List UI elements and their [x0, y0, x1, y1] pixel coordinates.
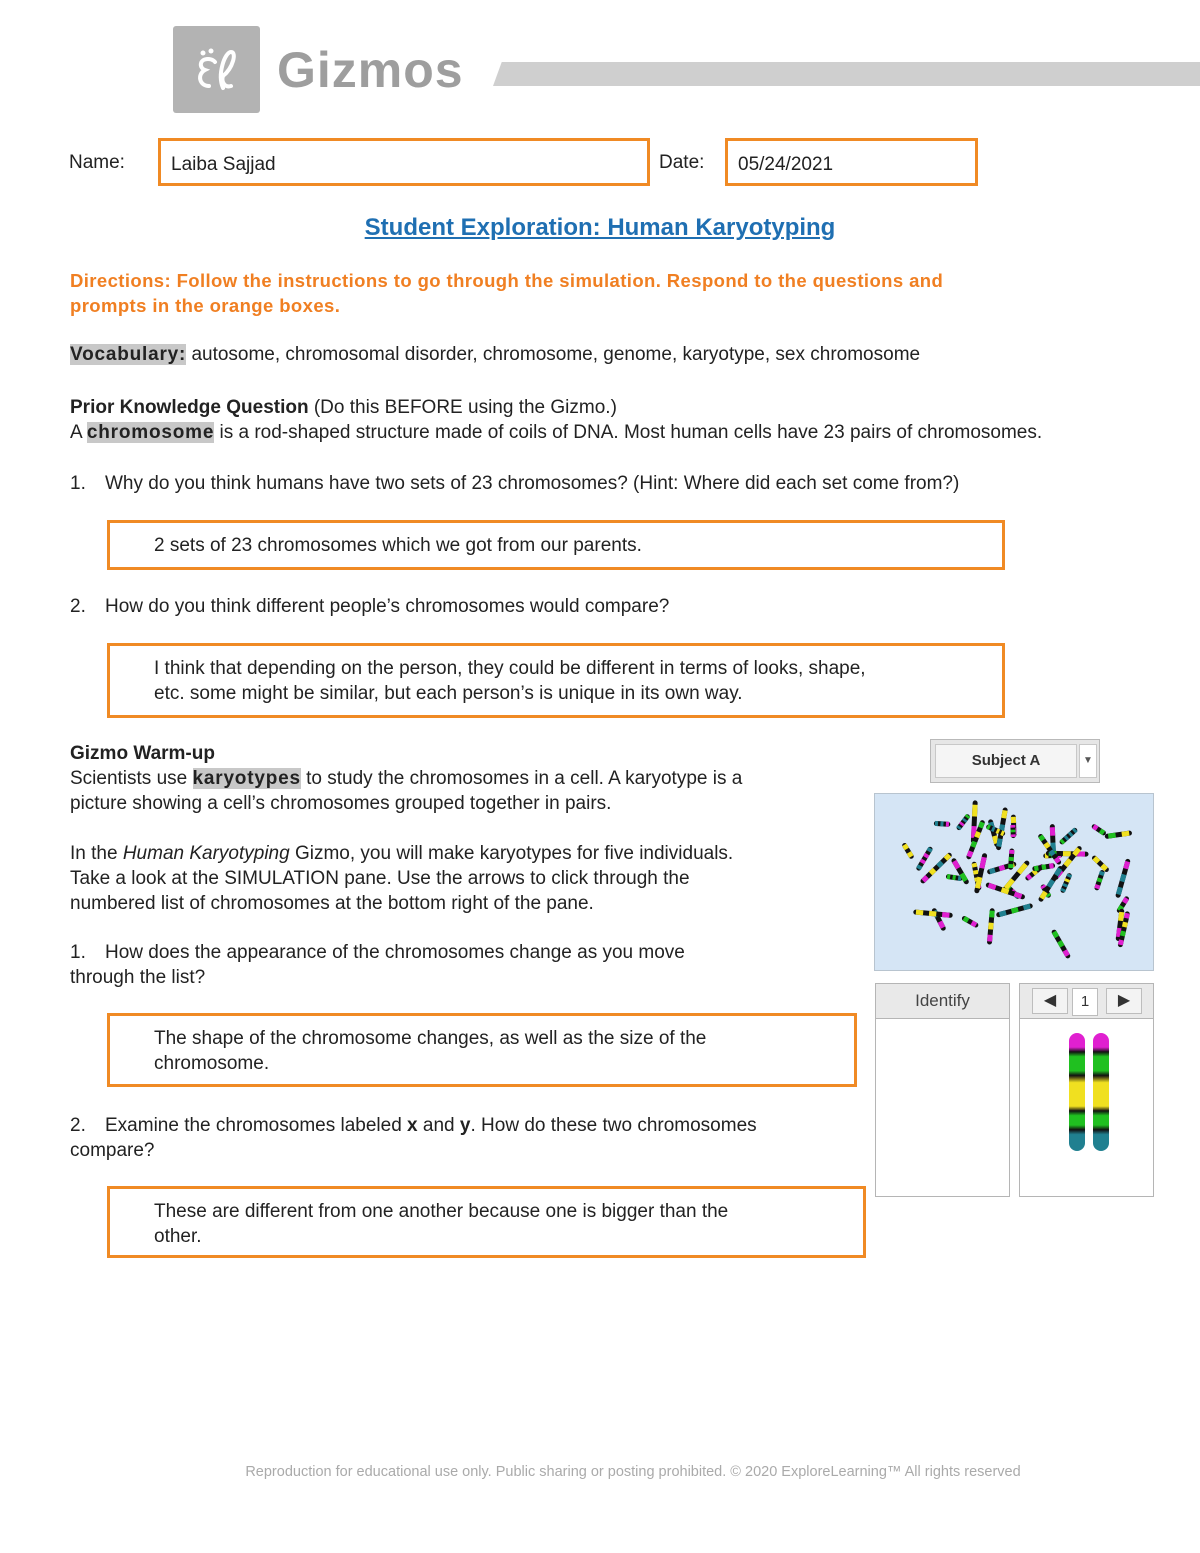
question-number: 1. [70, 473, 86, 494]
chromosome-fragment [996, 903, 1034, 918]
chromosome-fragment [931, 907, 947, 931]
answer-line-2: other. [154, 1226, 202, 1247]
el-logo-icon [173, 26, 260, 113]
chromosome-nav [1020, 984, 1153, 1019]
chromosome-fragment [1059, 827, 1079, 846]
chromosome-list-panel [1019, 983, 1154, 1197]
chromosome-fragment [1094, 869, 1105, 891]
answer-box-warmup-1[interactable] [107, 1013, 857, 1087]
identify-panel [875, 983, 1010, 1197]
chromosome-fragment [961, 915, 979, 928]
question-number: 1. [70, 942, 86, 963]
prior-question-2 [70, 594, 669, 619]
date-label: Date: [659, 152, 705, 173]
answer-box-prior-2[interactable] [107, 643, 1005, 718]
chromosome-left [1069, 1033, 1085, 1151]
question-text: How do you think different people’s chromosomes would compare? [105, 596, 670, 617]
prior-note: (Do this BEFORE using the Gizmo.) [313, 397, 617, 418]
answer-text: 2 sets of 23 chromosomes which we got from our parents. [154, 535, 642, 556]
explorelearning-logo [173, 26, 260, 113]
question-line-2: through the list? [70, 967, 206, 988]
p2-a: In the [70, 843, 118, 864]
answer-line-1: These are different from one another because one is bigger than the [154, 1201, 729, 1222]
p1-b: to study the chromosomes in a cell. A karyotype is a [306, 768, 743, 789]
gizmo-name: Human Karyotyping [122, 843, 290, 864]
chromosome-fragment [934, 821, 951, 827]
brand-name: Gizmos [277, 42, 464, 98]
vocabulary [70, 342, 920, 367]
question-line-2: compare? [70, 1140, 155, 1161]
answer-line-2: etc. some might be similar, but each person’s is unique in its own way. [154, 683, 743, 704]
chromosome-fragment [1060, 872, 1073, 893]
chromosome-fragment [1051, 929, 1071, 959]
chromosome-fragment [956, 813, 971, 831]
label-x: x [407, 1115, 418, 1136]
chromosome-fragment [1037, 833, 1062, 866]
p2-b: Gizmo, you will make karyotypes for five individuals. [294, 843, 734, 864]
identify-header [876, 984, 1009, 1019]
directions-line-2: prompts in the orange boxes. [70, 295, 341, 316]
chromosome-fragment [1115, 858, 1131, 898]
question-number: 2. [70, 1115, 86, 1136]
chromosome-fragment [951, 857, 970, 885]
q2-a: Examine the chromosomes labeled [105, 1115, 402, 1136]
chromosome-fragment [1010, 824, 1016, 838]
warmup-heading-text: Gizmo Warm-up [70, 743, 215, 764]
vocabulary-terms: autosome, chromosomal disorder, chromosome, genome, karyotype, sex chromosome [191, 344, 921, 365]
chromosome-fragment [1091, 823, 1107, 836]
p2-line-2: Take a look at the SIMULATION pane. Use the arrows to click through the [70, 868, 690, 889]
vocabulary-label: Vocabulary: [70, 344, 187, 365]
chromosome-fragment [901, 842, 914, 860]
directions [70, 268, 1150, 318]
karyotypes-term: karyotypes [192, 768, 301, 789]
chromosome-fragment [987, 908, 995, 945]
warmup-paragraph-1 [70, 766, 860, 816]
subject-select[interactable] [930, 739, 1100, 783]
p2-line-3: numbered list of chromosomes at the bottom right of the pane. [70, 893, 594, 914]
directions-line-1: Directions: Follow the instructions to go through the simulation. Respond to the questions and [70, 270, 944, 291]
simulation-pane[interactable] [874, 793, 1154, 971]
prev-arrow-button[interactable]: ◀ [1032, 988, 1068, 1014]
p1-a: Scientists use [70, 768, 188, 789]
chromosome-fragment [1032, 863, 1055, 872]
prior-intro [70, 420, 1042, 445]
header-bar [493, 62, 1200, 86]
chromosome-number: 1 [1072, 988, 1098, 1016]
prior-heading: Prior Knowledge Question [70, 397, 309, 418]
chromosome-pair-image [1020, 1018, 1153, 1196]
answer-line-1: The shape of the chromosome changes, as well as the size of the [154, 1028, 707, 1049]
question-number: 2. [70, 596, 86, 617]
date-field[interactable]: 05/24/2021 [725, 138, 978, 186]
footer-copyright: Reproduction for educational use only. Public sharing or posting prohibited. © 2020 ExploreLearning™ All rights reserved [245, 1464, 1021, 1480]
chevron-down-icon[interactable]: ▼ [1079, 744, 1097, 778]
p1-line-2: picture showing a cell’s chromosomes grouped together in pairs. [70, 793, 612, 814]
intro-rest: is a rod-shaped structure made of coils of DNA. Most human cells have 23 pairs of chromosomes. [219, 422, 1043, 443]
chromosome-right [1093, 1033, 1109, 1151]
prior-knowledge-heading [70, 395, 617, 420]
warmup-question-2 [70, 1113, 905, 1163]
chromosome-fragment [1104, 830, 1132, 839]
label-y: y [459, 1115, 471, 1136]
q2-b: . How do these two chromosomes [470, 1115, 757, 1136]
q2-and: and [422, 1115, 455, 1136]
answer-box-prior-1[interactable] [107, 520, 1005, 570]
warmup-question-1 [70, 940, 895, 990]
prior-question-1 [70, 471, 959, 496]
answer-box-warmup-2[interactable] [107, 1186, 866, 1258]
chromosome-fragment [915, 846, 933, 872]
intro-a: A [70, 422, 82, 443]
answer-line-2: chromosome. [154, 1053, 270, 1074]
chromosome-term: chromosome [86, 422, 215, 443]
next-arrow-button[interactable]: ▶ [1106, 988, 1142, 1014]
identify-label[interactable]: Identify [915, 991, 970, 1010]
name-field[interactable]: Laiba Sajjad [158, 138, 650, 186]
question-text: Why do you think humans have two sets of 23 chromosomes? (Hint: Where did each set come from?) [105, 473, 960, 494]
name-label: Name: [69, 152, 125, 173]
chromosome-spread-image [875, 794, 1153, 970]
warmup-paragraph-2 [70, 841, 860, 916]
warmup-heading [70, 741, 215, 766]
question-line-1: How does the appearance of the chromosomes change as you move [105, 942, 685, 963]
page-title: Student Exploration: Human Karyotyping [364, 214, 836, 241]
answer-line-1: I think that depending on the person, they could be different in terms of looks, shape, [154, 658, 866, 679]
chromosome-fragment [985, 882, 1025, 900]
subject-select-value[interactable]: Subject A [935, 744, 1077, 778]
chromosome-fragment [1091, 855, 1110, 873]
chromosome-fragment [1038, 865, 1064, 903]
